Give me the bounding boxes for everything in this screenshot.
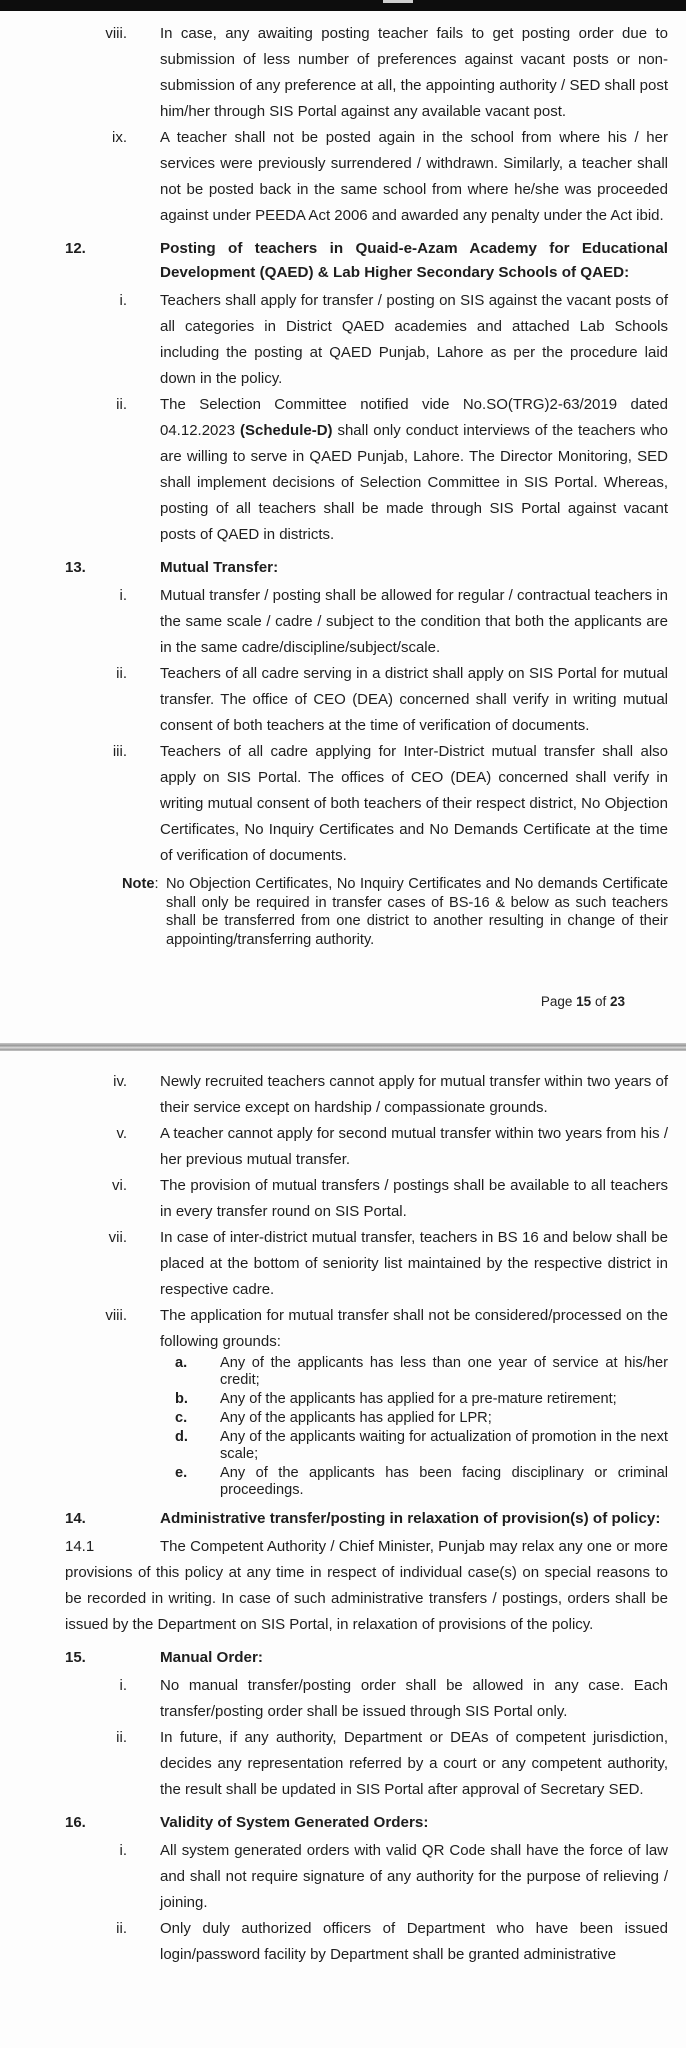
item-text <box>160 392 686 548</box>
item-text <box>160 1225 686 1303</box>
item-marker: v. <box>116 1125 127 1142</box>
item-marker: ii. <box>116 1729 127 1746</box>
footer-word: Page <box>540 994 573 1009</box>
item-marker: ii. <box>116 665 127 682</box>
item-marker: i. <box>119 292 127 309</box>
list-item <box>0 1725 686 1803</box>
section-number: 12. <box>65 240 86 257</box>
item-text <box>160 739 686 869</box>
item-text <box>160 21 686 125</box>
page-number-total: 23 <box>609 994 625 1009</box>
list-item <box>0 392 686 548</box>
page-number-current: 15 <box>576 994 592 1009</box>
sub-list-item <box>0 1391 686 1408</box>
item-marker: iii. <box>112 743 127 760</box>
text-segment: Teachers of all cadre serving in a district shall apply on SIS Portal for mutual transfer. The office of CEO (DEA) concerned shall verify in writing mutual consent of both teachers at the time of verification of documents. <box>160 665 668 734</box>
page-divider <box>0 1043 686 1051</box>
item-text <box>160 1303 686 1355</box>
text-segment: Teachers shall apply for transfer / posting on SIS against the vacant posts of all categories in District QAED academies and attached Lab Schools including the posting at QAED Punjab, Lahore as per the procedure laid down in the policy. <box>160 292 668 387</box>
item-marker: vi. <box>112 1177 127 1194</box>
footer-word: of <box>594 994 607 1009</box>
list-item <box>0 583 686 661</box>
section-number: 14. <box>65 1510 86 1527</box>
list-item <box>0 125 686 229</box>
sub-item-text: Any of the applicants has applied for LPR; <box>220 1410 492 1426</box>
item-marker: ii. <box>116 396 127 413</box>
text-segment: Teachers of all cadre applying for Inter-District mutual transfer shall also apply on SIS Portal. The offices of CEO (DEA) concerned shall verify in writing mutual consent of both teachers of their respect district, No Objection Certificates, No Inquiry Certificates and No Demands Certificate at the time of verification of documents. <box>160 743 668 864</box>
text-segment: No manual transfer/posting order shall be allowed in any case. Each transfer/posting order shall be issued through SIS Portal only. <box>160 1677 668 1720</box>
sub-item-marker: a. <box>175 1355 188 1371</box>
sub-item-marker: b. <box>175 1391 188 1407</box>
item-text <box>160 1069 686 1121</box>
page-15-content <box>0 11 686 1043</box>
list-item <box>0 1173 686 1225</box>
text-segment: All system generated orders with valid QR Code shall have the force of law and shall not require signature of any authority for the purpose of relieving / joining. <box>160 1842 668 1911</box>
page-16-content <box>0 1051 686 2048</box>
list-item <box>0 739 686 869</box>
list-item <box>0 1069 686 1121</box>
section-heading <box>0 556 686 580</box>
item-marker: iv. <box>113 1073 127 1090</box>
item-text <box>160 1673 686 1725</box>
item-marker: viii. <box>105 1307 127 1324</box>
list-item <box>0 1916 686 1968</box>
note-text: No Objection Certificates, No Inquiry Certificates and No demands Certificate shall only be required in transfer cases of BS-16 & below as such teachers shall be transferred from one district to another resulting in change of their appointing/transferring authority. <box>166 876 668 948</box>
section-number: 16. <box>65 1814 86 1831</box>
scan-artifact-notch <box>383 0 413 3</box>
list-item <box>0 288 686 392</box>
text-segment: In case of inter-district mutual transfer, teachers in BS 16 and below shall be placed at the bottom of seniority list maintained by the respective district in respective cadre. <box>160 1229 668 1298</box>
text-segment: shall only conduct interviews of the teachers who are willing to serve in QAED Punjab, Lahore. The Director Monitoring, SED shall implement decisions of Selection Committee in SIS Portal. Whereas, posting of all teachers shall be made through SIS Portal against vacant posts of QAED in districts. <box>160 422 668 543</box>
section-title: Mutual Transfer: <box>160 559 279 576</box>
section-heading <box>0 1646 686 1670</box>
item-marker: i. <box>119 1842 127 1859</box>
sub-item-text: Any of the applicants has less than one year of service at his/her credit; <box>220 1355 668 1388</box>
sub-item-marker: e. <box>175 1465 188 1481</box>
scan-top-bar <box>0 0 686 11</box>
section-title: Manual Order: <box>160 1649 263 1666</box>
text-segment: (Schedule-D) <box>240 422 333 439</box>
section-title: Posting of teachers in Quaid-e-Azam Academy for Educational Development (QAED) & Lab Higher Secondary Schools of QAED: <box>160 240 668 281</box>
item-text <box>160 1725 686 1803</box>
paragraph-text: The Competent Authority / Chief Minister, Punjab may relax any one or more provisions of this policy at any time in respect of individual case(s) on special reasons to be recorded in writing. In case of such administrative transfers / postings, orders shall be issued by the Department on SIS Portal, in relaxation of provisions of the policy. <box>65 1538 668 1633</box>
section-heading <box>0 1507 686 1531</box>
item-text <box>160 1121 686 1173</box>
section-number: 15. <box>65 1649 86 1666</box>
item-text <box>160 1838 686 1916</box>
text-segment: In case, any awaiting posting teacher fails to get posting order due to submission of less number of preferences against vacant posts or non-submission of any preference at all, the appointing authority / SED shall post him/her through SIS Portal against any available vacant post. <box>160 25 668 120</box>
sub-list-item <box>0 1465 686 1499</box>
list-item <box>0 1838 686 1916</box>
item-text <box>160 288 686 392</box>
list-item <box>0 1225 686 1303</box>
section-title: Administrative transfer/posting in relaxation of provision(s) of policy: <box>160 1510 661 1527</box>
list-item <box>0 21 686 125</box>
text-segment: In future, if any authority, Department or DEAs of competent jurisdiction, decides any representation referred by a court or any competent authority, the result shall be updated in SIS Portal after approval of Secretary SED. <box>160 1729 668 1798</box>
text-segment: The application for mutual transfer shall not be considered/processed on the following grounds: <box>160 1307 668 1350</box>
list-item <box>0 1673 686 1725</box>
list-item <box>0 1121 686 1173</box>
item-text <box>160 1916 686 1968</box>
text-segment: Only duly authorized officers of Department who have been issued login/password facility by Department shall be granted administrative <box>160 1920 668 1963</box>
item-text <box>160 125 686 229</box>
sub-item-text: Any of the applicants has applied for a pre-mature retirement; <box>220 1391 617 1407</box>
text-segment: The provision of mutual transfers / postings shall be available to all teachers in every transfer round on SIS Portal. <box>160 1177 668 1220</box>
item-text <box>160 661 686 739</box>
sub-list-item <box>0 1429 686 1463</box>
sub-item-text: Any of the applicants has been facing disciplinary or criminal proceedings. <box>220 1465 668 1498</box>
item-text <box>160 583 686 661</box>
note-label: Note: <box>122 876 159 892</box>
sub-item-marker: d. <box>175 1429 188 1445</box>
text-segment: A teacher shall not be posted again in the school from where his / her services were previously surrendered / withdrawn. Similarly, a teacher shall not be posted back in the same school from where he/she was proceeded against under PEEDA Act 2006 and awarded any penalty under the Act ibid. <box>160 129 668 224</box>
text-segment: Newly recruited teachers cannot apply for mutual transfer within two years of their service except on hardship / compassionate grounds. <box>160 1073 668 1116</box>
sub-list-item <box>0 1355 686 1389</box>
paragraph-number: 14.1 <box>65 1538 95 1555</box>
item-text <box>160 1173 686 1225</box>
section-number: 13. <box>65 559 86 576</box>
item-marker: vii. <box>108 1229 127 1246</box>
section-heading <box>0 1811 686 1835</box>
numbered-paragraph <box>0 1534 686 1638</box>
list-item <box>0 661 686 739</box>
item-marker: ii. <box>116 1920 127 1937</box>
section-heading <box>0 237 686 285</box>
list-item <box>0 1303 686 1355</box>
text-segment: Mutual transfer / posting shall be allowed for regular / contractual teachers in the same scale / cadre / subject to the condition that both the applicants are in the same cadre/discipline/subject/scale. <box>160 587 668 656</box>
text-segment: A teacher cannot apply for second mutual transfer within two years from his / her previous mutual transfer. <box>160 1125 668 1168</box>
sub-item-marker: c. <box>175 1410 188 1426</box>
section-title: Validity of System Generated Orders: <box>160 1814 429 1831</box>
page-footer <box>541 994 625 1009</box>
item-marker: i. <box>119 1677 127 1694</box>
sub-item-text: Any of the applicants waiting for actualization of promotion in the next scale; <box>220 1429 668 1462</box>
item-marker: i. <box>119 587 127 604</box>
text-segment: The Selection Committee notified vide No.SO(TRG)2-63/2019 dated 04.12.2023 <box>160 396 668 439</box>
note-label-word: Note <box>122 876 155 892</box>
note-block <box>0 875 686 949</box>
item-marker: viii. <box>105 25 127 42</box>
item-marker: ix. <box>112 129 127 146</box>
sub-list-item <box>0 1410 686 1427</box>
